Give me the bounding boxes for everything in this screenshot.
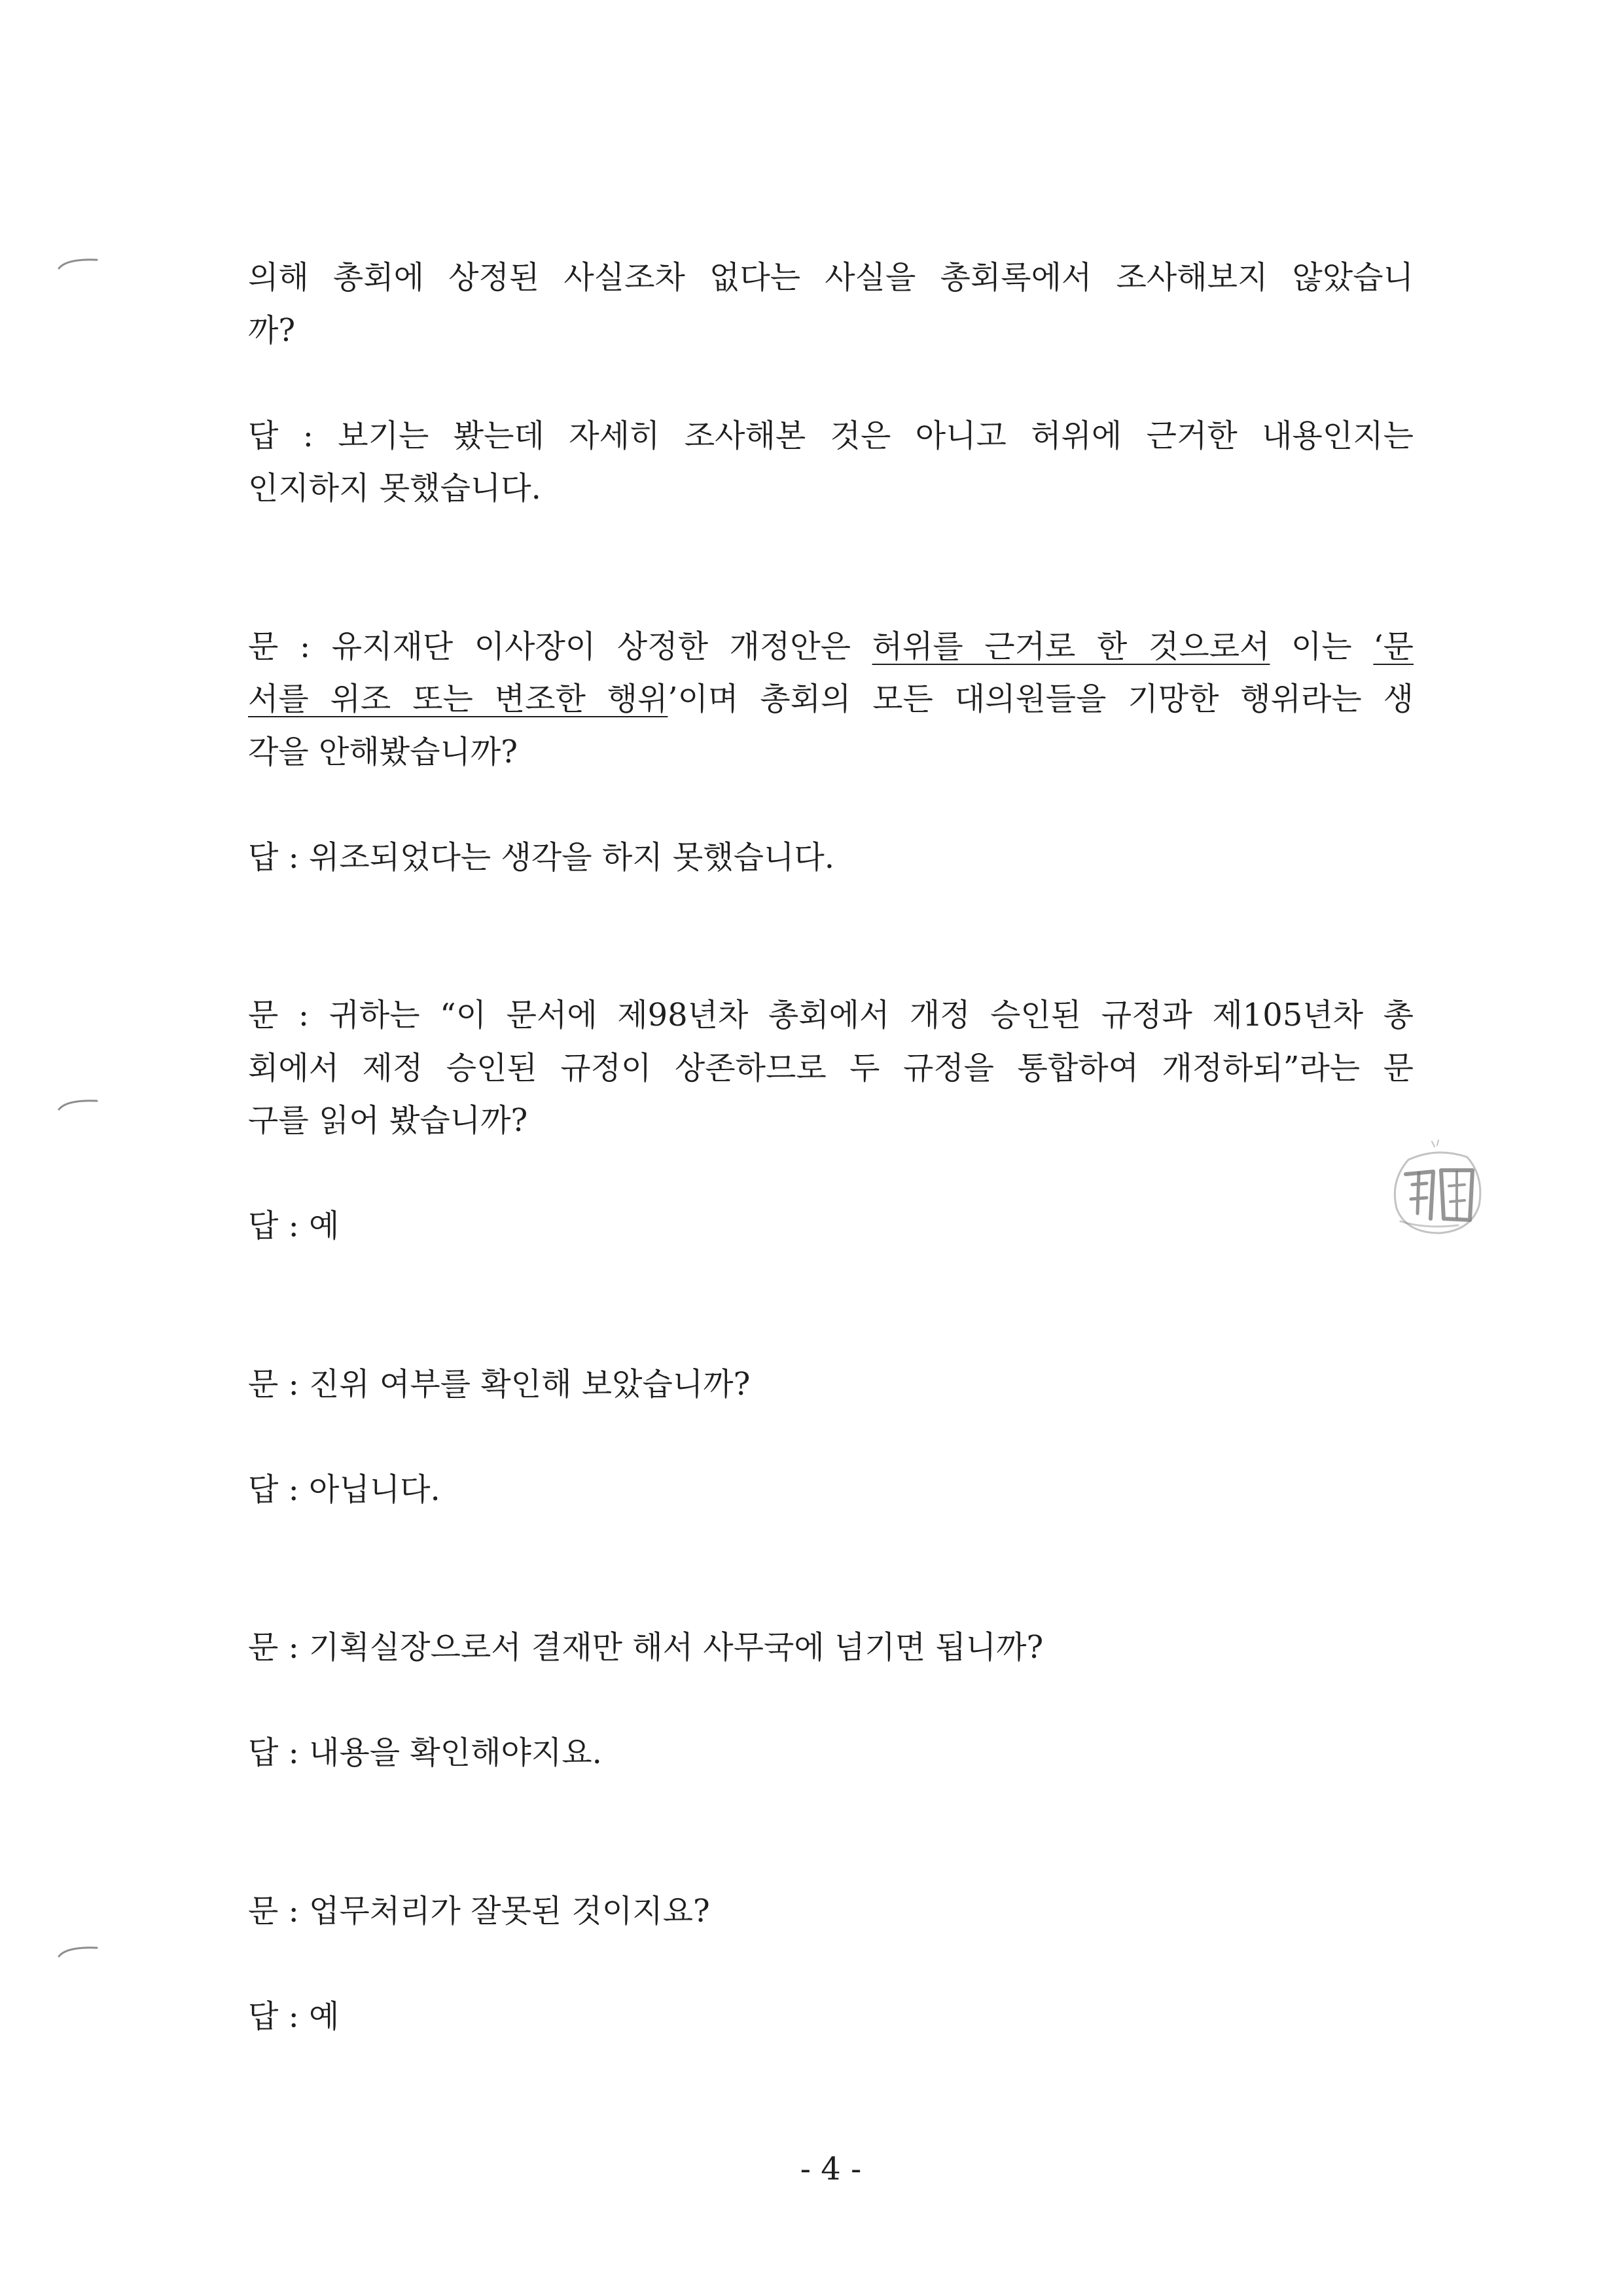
answer-paragraph: [248, 1727, 1414, 1780]
text-segment: 문 : 업무처리가 잘못된 것이지요?: [248, 1892, 710, 1929]
question-paragraph: [248, 251, 1414, 357]
text-line: [248, 1463, 1414, 1516]
qa-exchange: [248, 1358, 1414, 1516]
qa-exchange: [248, 1885, 1414, 2043]
text-segment: ’이며 총회의 모든 대의원들을 기망한 행위라는 생: [668, 681, 1414, 717]
text-line: [248, 251, 1414, 304]
binding-hole-mark-icon: [58, 257, 98, 271]
text-line: [248, 1727, 1414, 1780]
text-line: [248, 1200, 1414, 1253]
answer-paragraph: [248, 1990, 1414, 2043]
text-segment: 답 : 보기는 봤는데 자세히 조사해본 것은 아니고 허위에 근거한 내용인지는: [248, 417, 1414, 454]
text-line: [248, 1358, 1414, 1411]
question-paragraph: [248, 989, 1414, 1147]
text-line: [248, 673, 1414, 726]
text-line: [248, 304, 1414, 357]
text-line: [248, 726, 1414, 779]
text-segment: 문 : 진위 여부를 확인해 보았습니까?: [248, 1365, 751, 1403]
text-segment: 인지하지 못했습니다.: [248, 470, 541, 507]
text-line: [248, 1885, 1414, 1938]
text-line: [248, 831, 1414, 884]
underlined-text: 허위를 근거로 한 것으로서: [872, 628, 1270, 665]
text-segment: 답 : 예: [248, 1998, 340, 2035]
text-segment: 답 : 위조되었다는 생각을 하지 못했습니다.: [248, 838, 834, 876]
qa-exchange: [248, 251, 1414, 515]
underlined-text: 서를 위조 또는 변조한 행위: [248, 681, 668, 717]
text-line: [248, 1990, 1414, 2043]
underlined-text: ‘문: [1373, 628, 1414, 665]
text-line: [248, 620, 1414, 673]
text-segment: 의해 총회에 상정된 사실조차 없다는 사실을 총회록에서 조사해보지 않았습니: [248, 259, 1414, 296]
text-segment: 구를 읽어 봤습니까?: [248, 1102, 528, 1139]
text-line: [248, 1621, 1414, 1674]
text-segment: 문 : 기획실장으로서 결재만 해서 사무국에 넘기면 됩니까?: [248, 1629, 1044, 1666]
answer-paragraph: [248, 831, 1414, 884]
answer-paragraph: [248, 1200, 1414, 1253]
text-segment: 답 : 예: [248, 1208, 340, 1244]
text-line: [248, 989, 1414, 1042]
transcript-body: [248, 251, 1414, 2043]
question-paragraph: [248, 1885, 1414, 1938]
text-segment: 답 : 아닙니다.: [248, 1471, 440, 1508]
text-line: [248, 1094, 1414, 1147]
binding-hole-mark-icon: [58, 1945, 98, 1959]
text-segment: 이는: [1270, 628, 1374, 665]
question-paragraph: [248, 1621, 1414, 1674]
text-line: [248, 410, 1414, 463]
text-line: [248, 1042, 1414, 1095]
answer-paragraph: [248, 1463, 1414, 1516]
text-line: [248, 462, 1414, 515]
qa-exchange: [248, 1621, 1414, 1780]
text-segment: 문 : 유지재단 이사장이 상정한 개정안은: [248, 628, 872, 665]
page-number: - 4 -: [800, 2151, 862, 2187]
text-segment: 문 : 귀하는 “이 문서에 제98년차 총회에서 개정 승인된 규정과 제105년차 총: [248, 997, 1414, 1033]
text-segment: 회에서 제정 승인된 규정이 상존하므로 두 규정을 통합하여 개정하되”라는 문: [248, 1049, 1414, 1086]
question-paragraph: [248, 620, 1414, 779]
qa-exchange: [248, 989, 1414, 1253]
text-segment: 답 : 내용을 확인해야지요.: [248, 1734, 602, 1771]
question-paragraph: [248, 1358, 1414, 1411]
answer-paragraph: [248, 410, 1414, 515]
text-segment: 각을 안해봤습니까?: [248, 733, 518, 770]
qa-exchange: [248, 620, 1414, 884]
binding-hole-mark-icon: [58, 1098, 98, 1112]
text-segment: 까?: [248, 312, 296, 349]
